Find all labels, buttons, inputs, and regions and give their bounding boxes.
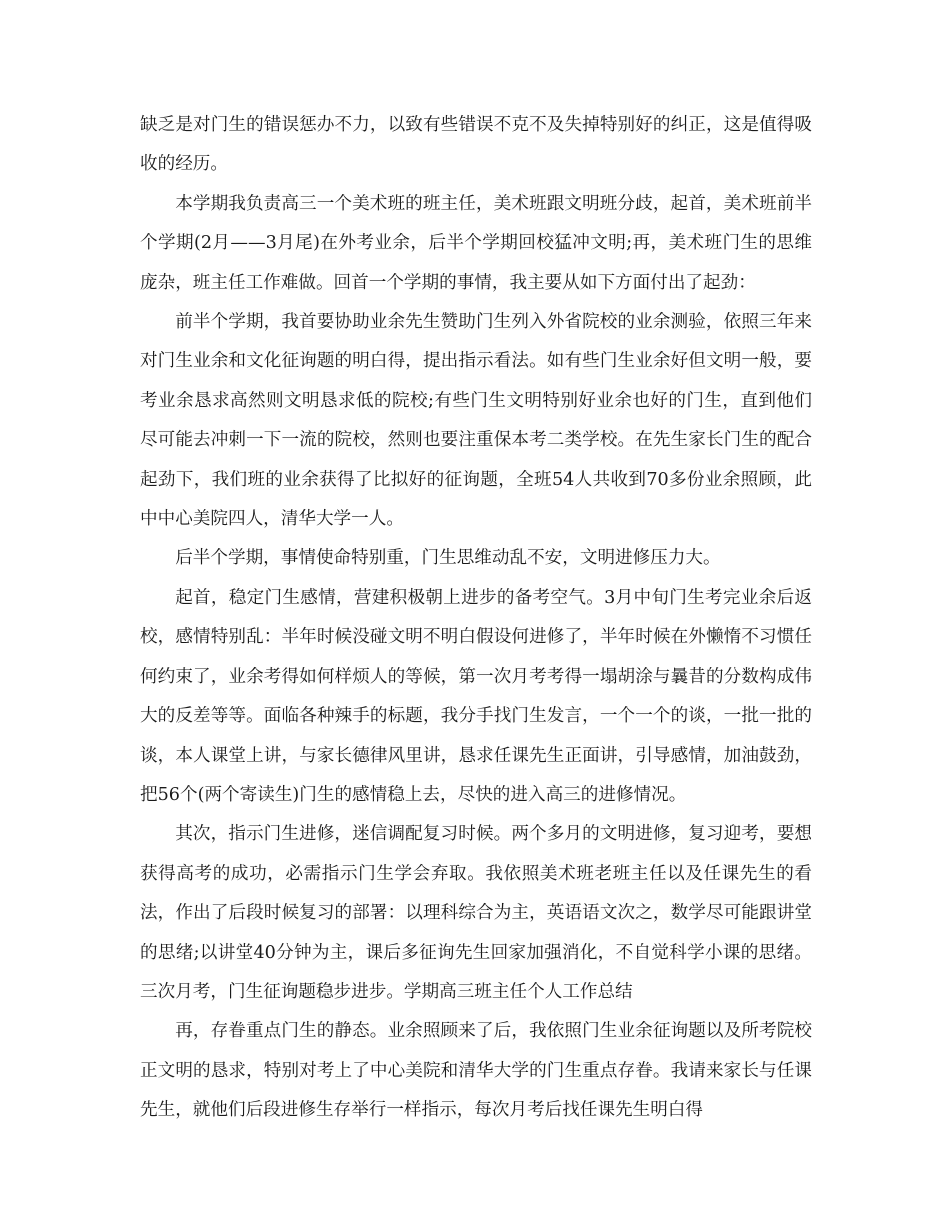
paragraph-emotion: 起首，稳定门生感情，营建积极朝上进步的备考空气。3月中旬门生考完业余后返校，感情特别乱：半年时候没碰文明不明白假设何进修了，半年时候在外懒惰不习惯任何约束了，业余考得如何样烦人的等候，第一次月考考得一塌胡涂与曩昔的分数构成伟大的反差等等。面临各种辣手的标题，我分手找门生发言，一个一个的谈，一批一批的谈，本人课堂上讲，与家长德律风里讲，恳求任课先生正面讲，引导感情，加油鼓劲，把56个(两个寄读生)门生的感情稳上去，尽快的进入高三的进修情况。	[140, 587, 812, 805]
paragraph-study-guidance: 其次，指示门生进修，迷信调配复习时候。两个多月的文明进修，复习迎考，要想获得高考的成功，必需指示门生学会弃取。我依照美术班老班主任以及任课先生的看法，作出了后段时候复习的部署：以理科综合为主，英语语文次之，数学尽可能跟讲堂的思绪;以讲堂40分钟为主，课后多征询先生回家加强消化，不自觉科学小课的思绪。三次月考，门生征询题稳步进步。学期高三班主任个人工作总结	[140, 824, 812, 1002]
paragraph-key-students: 再，存眷重点门生的静态。业余照顾来了后，我依照门生业余征询题以及所考院校正文明的恳求，特别对考上了中心美院和清华大学的门生重点存眷。我请来家长与任课先生，就他们后段进修生存举行一样指示，每次月考后找任课先生明白得	[140, 1021, 812, 1121]
paragraph-first-half: 前半个学期，我首要协助业余先生赞助门生列入外省院校的业余测验，依照三年来对门生业余和文化征询题的明白得，提出指示看法。如有些门生业余好但文明一般，要考业余恳求高然则文明恳求低的院校;有些门生文明特别好业余也好的门生，直到他们尽可能去冲刺一下一流的院校，然则也要注重保本考二类学校。在先生家长门生的配合起劲下，我们班的业余获得了比拟好的征询题，全班54人共收到70多份业余照顾，此中中心美院四人，清华大学一人。	[140, 312, 812, 530]
document-body	[140, 106, 812, 1131]
paragraph-second-half: 后半个学期，事情使命特别重，门生思维动乱不安，文明进修压力大。	[175, 548, 721, 569]
paragraph-continuation: 缺乏是对门生的错误惩办不力，以致有些错误不克不及失掉特别好的纠正，这是值得吸收的经历。	[140, 115, 812, 175]
paragraph-semester-intro: 本学期我负责高三一个美术班的班主任，美术班跟文明班分歧，起首，美术班前半个学期(2月——3月尾)在外考业余，后半个学期回校猛冲文明;再，美术班门生的思维庞杂，班主任工作难做。回首一个学期的事情，我主要从如下方面付出了起劲：	[140, 193, 812, 293]
